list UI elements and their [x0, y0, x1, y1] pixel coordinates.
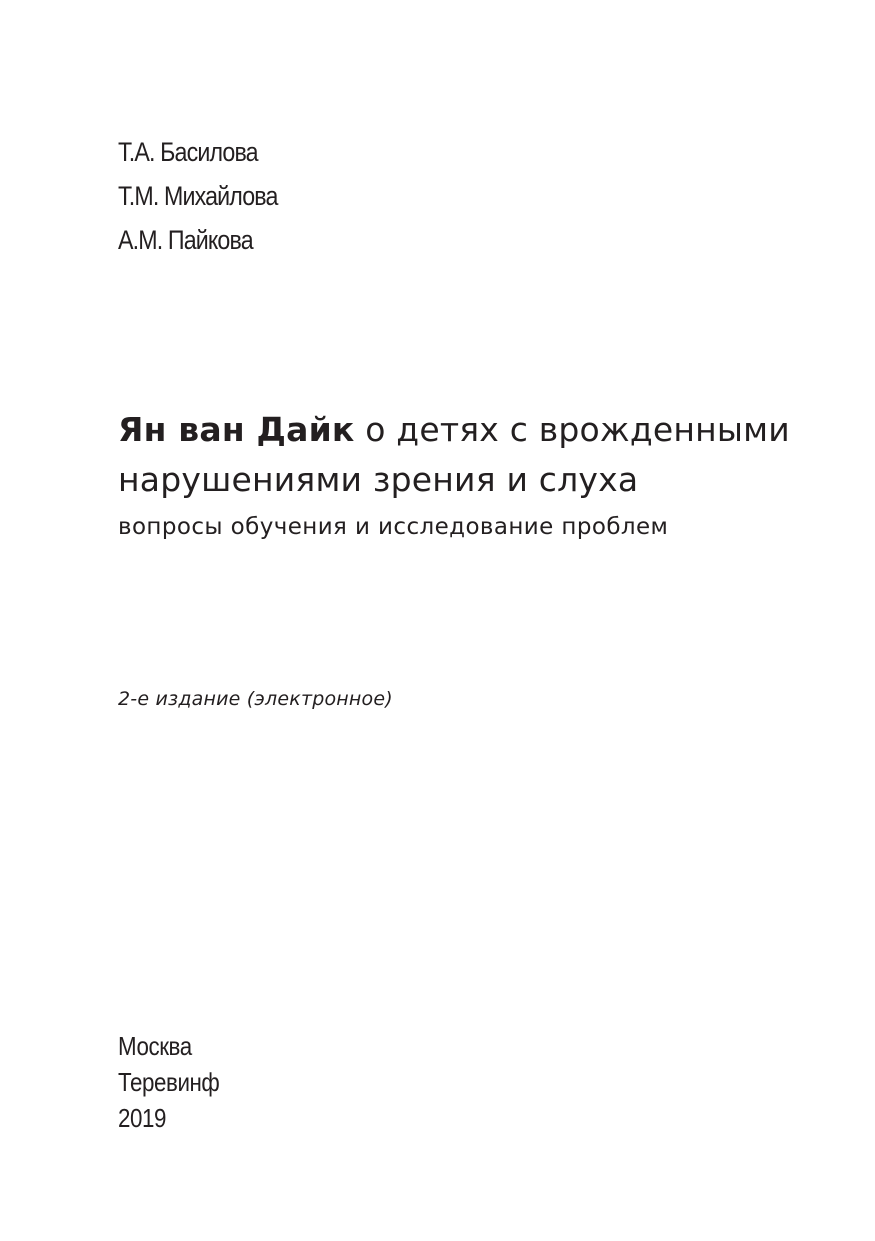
authors-list	[118, 130, 278, 262]
imprint-city: Москва	[118, 1031, 192, 1061]
title-block	[118, 405, 818, 543]
imprint-publisher: Теревинф	[118, 1067, 220, 1097]
book-subtitle: вопросы обучения и исследование проблем	[118, 514, 669, 540]
book-title	[118, 405, 818, 505]
imprint	[118, 1028, 219, 1136]
author-name: А.М. Пайкова	[118, 225, 253, 255]
author-name: Т.М. Михайлова	[118, 181, 278, 211]
book-title-rest: о детях с врожденными	[354, 410, 790, 449]
book-title-line2: нарушениями зрения и слуха	[118, 460, 639, 499]
imprint-year: 2019	[118, 1103, 167, 1133]
book-title-bold: Ян ван Дайк	[118, 410, 355, 449]
author-name: Т.А. Басилова	[118, 137, 258, 167]
edition-note: 2-е издание (электронное)	[118, 688, 393, 710]
